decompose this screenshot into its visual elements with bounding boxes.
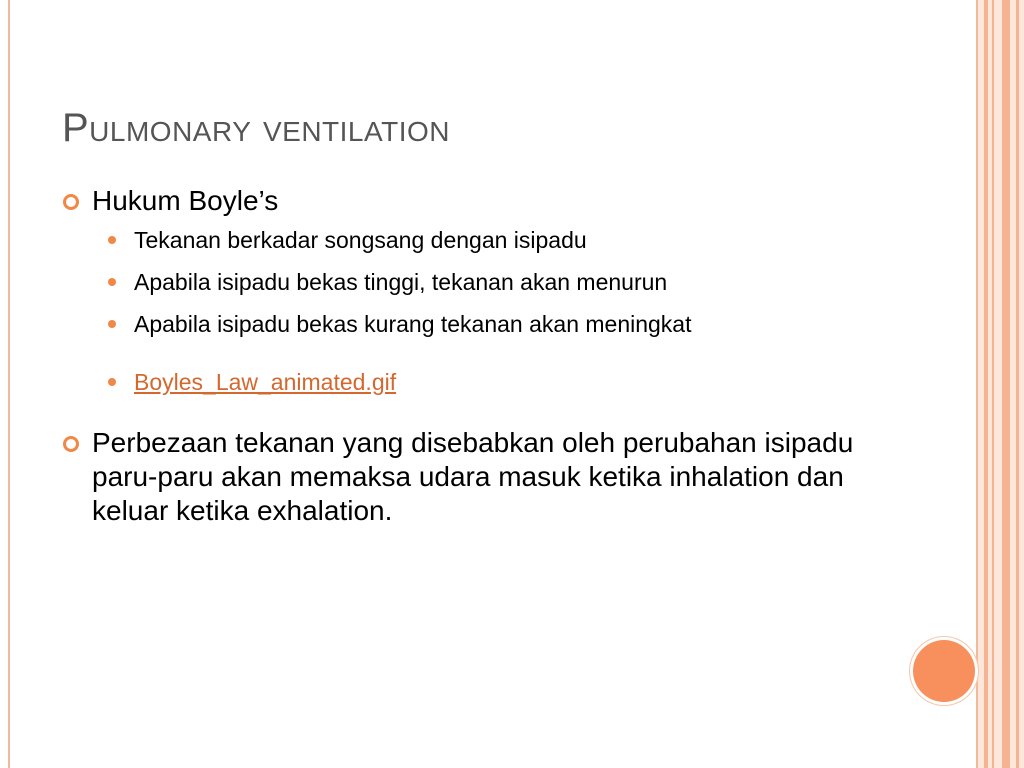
bullet-text: Perbezaan tekanan yang disebabkan oleh perubahan isipadu paru-paru akan memaksa udara masuk ketika inhalation dan keluar ketika exhalation. [92,427,854,526]
dot-bullet-icon [108,320,116,328]
bullet-list [62,184,892,528]
stripe [1002,0,1010,768]
stripe [1016,0,1019,768]
bullet-item [62,184,892,396]
sub-bullet-item [92,310,892,338]
bullet-item [62,426,892,528]
sub-bullet-text: Tekanan berkadar songsang dengan isipadu [134,227,587,253]
dot-bullet-icon [108,378,116,386]
ring-bullet-icon [63,194,79,210]
dot-bullet-icon [108,278,116,286]
decorative-stripes [978,0,1024,768]
sub-bullet-text: Apabila isipadu bekas tinggi, tekanan akan menurun [134,269,668,295]
slide-content [62,184,892,528]
sub-bullet-text: Apabila isipadu bekas kurang tekanan akan meningkat [134,311,692,337]
sub-bullet-item [92,368,892,396]
stripe [984,0,988,768]
stripe [992,0,994,768]
decorative-circle [913,640,975,702]
slide-title: Pulmonary ventilation [62,106,450,150]
sub-bullet-item [92,226,892,254]
sub-bullet-item [92,268,892,296]
dot-bullet-icon [108,236,116,244]
bullet-text: Hukum Boyle’s [92,185,279,216]
sub-bullet-list [92,226,892,396]
ring-bullet-icon [63,436,79,452]
gif-link[interactable]: Boyles_Law_animated.gif [134,369,397,395]
